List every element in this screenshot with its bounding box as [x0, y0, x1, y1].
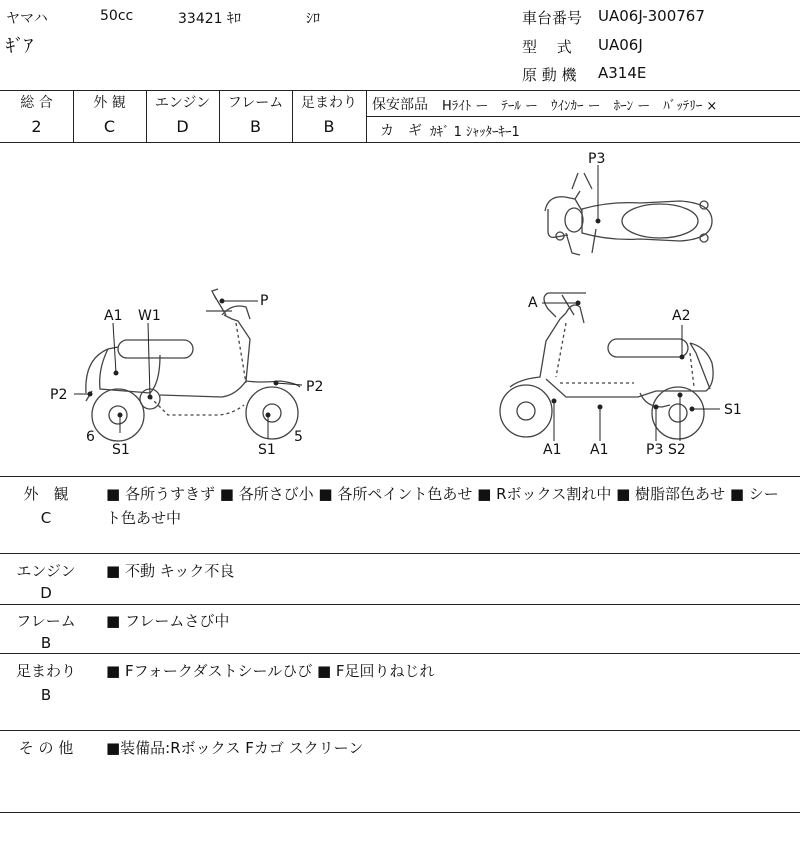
- body-color: ｼﾛ: [306, 11, 320, 27]
- key-label: カ ギ: [380, 123, 422, 139]
- grade-value-frame: B: [250, 117, 261, 136]
- diagram-label: W1: [138, 308, 161, 324]
- section-text: ■ 各所うすきず ■ 各所さび小 ■ 各所ペイント色あせ ■ Rボックス割れ中 ■ 樹脂部色あせ ■ シート色あせ中: [106, 485, 779, 527]
- key-value: ｶｷﾞ 1 ｼｬｯﾀｰｷｰ1: [430, 125, 520, 140]
- section-grade: B: [40, 634, 52, 652]
- section-label: 外 観: [23, 485, 69, 503]
- type-value: UA06J: [598, 36, 643, 54]
- diagram-label: P2: [306, 379, 324, 395]
- diagram-dots: [88, 219, 695, 418]
- grade-header-suspension: 足まわり: [301, 95, 357, 111]
- diagram-label: P2: [50, 387, 68, 403]
- divider: [0, 812, 800, 813]
- diagram-label: P: [260, 293, 269, 309]
- divider: [0, 476, 800, 477]
- grade-value-exterior: C: [103, 117, 116, 136]
- diagram-pointer-lines: [74, 165, 720, 441]
- grade-header-exterior: 外 観: [93, 95, 126, 111]
- chassis-label: 車台番号: [522, 9, 583, 27]
- maker: ヤマハ: [6, 11, 48, 27]
- diagram-label: A1: [590, 442, 609, 458]
- section-grade: B: [40, 686, 52, 704]
- diagram-label: S2: [668, 442, 686, 458]
- section-text: ■ 不動 キック不良: [106, 562, 235, 580]
- type-label: 型 式: [522, 38, 572, 56]
- diagram-label: A1: [543, 442, 562, 458]
- model-name: ｷﾞｱ: [6, 36, 33, 57]
- section-grade: D: [40, 584, 52, 602]
- grade-value-engine: D: [176, 117, 189, 136]
- divider: [0, 653, 800, 654]
- diagram-label: A: [528, 295, 538, 311]
- divider: [0, 604, 800, 605]
- grade-value-overall: 2: [31, 117, 42, 136]
- grade-value-suspension: B: [323, 117, 335, 136]
- divider: [366, 90, 367, 142]
- diagram-label: A2: [672, 308, 691, 324]
- section-label: フレーム: [16, 612, 76, 630]
- section-text: ■装備品:Rボックス Fカゴ スクリーン: [106, 739, 364, 757]
- diagram-label: 6: [86, 429, 95, 445]
- engine-value: A314E: [598, 64, 647, 82]
- grade-header-engine: エンジン: [154, 95, 211, 111]
- scooter-top-view: [545, 173, 712, 255]
- divider: [366, 116, 800, 117]
- engine-label: 原 動 機: [522, 66, 577, 84]
- displacement: 50cc: [100, 8, 134, 24]
- grade-header-overall: 総 合: [20, 95, 53, 111]
- diagram-label: S1: [258, 442, 276, 458]
- divider: [0, 730, 800, 731]
- diagram-label: A1: [104, 308, 123, 324]
- section-grade: C: [40, 509, 52, 527]
- chassis-value: UA06J-300767: [598, 7, 705, 25]
- section-text: ■ フレームさび中: [106, 612, 230, 630]
- damage-diagram: [0, 143, 800, 476]
- safety-items: Hﾗｲﾄ ー ﾃｰﾙ ー ｳｲﾝｶｰ ー ﾎｰﾝ ー ﾊﾞｯﾃﾘｰ ×: [442, 99, 718, 114]
- grade-header-frame: フレーム: [227, 95, 284, 111]
- diagram-label: P3: [588, 151, 606, 167]
- section-label: エンジン: [16, 562, 76, 580]
- diagram-label: P3: [646, 442, 664, 458]
- section-label: そ の 他: [18, 739, 74, 757]
- divider: [0, 553, 800, 554]
- divider: [0, 90, 800, 91]
- safety-label: 保安部品: [372, 97, 428, 113]
- section-text: ■ Fフォークダストシールひび ■ F足回りねじれ: [106, 662, 435, 680]
- diagram-label: S1: [724, 402, 742, 418]
- diagram-label: S1: [112, 442, 130, 458]
- section-label: 足まわり: [15, 662, 76, 680]
- mileage: 33421 ｷﾛ: [178, 11, 241, 27]
- diagram-label: 5: [294, 429, 303, 445]
